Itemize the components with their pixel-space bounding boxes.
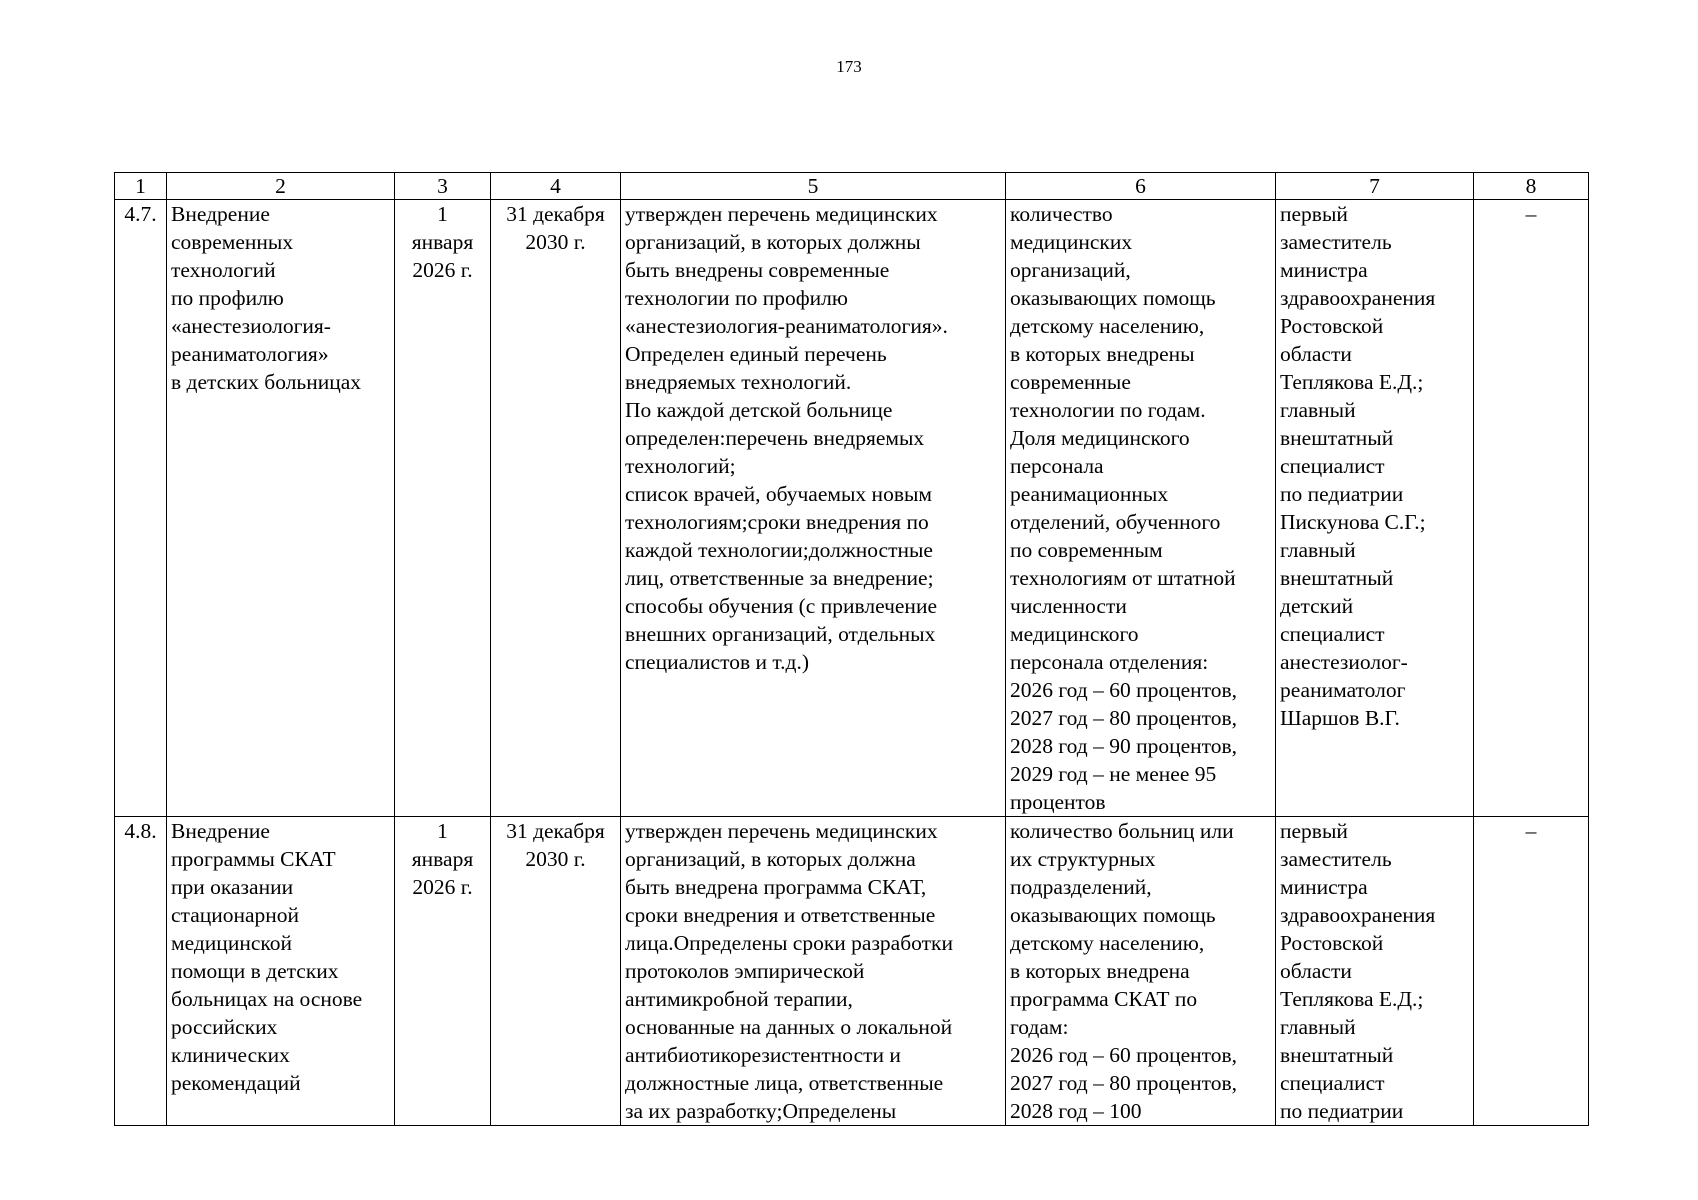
cell-text-line: организаций, в которых должны xyxy=(625,230,921,254)
header-cell: 5 xyxy=(621,173,1006,200)
result-cell xyxy=(621,200,1006,817)
cell-text-line: стационарной xyxy=(171,903,300,927)
cell-text-line: протоколов эмпирической xyxy=(625,959,865,983)
cell-text-line: российских xyxy=(171,1015,278,1039)
cell-text-line: организаций, xyxy=(1010,258,1131,282)
cell-text-line: помощи в детских xyxy=(171,959,339,983)
cell-text-line: современных xyxy=(171,230,294,254)
cell-text-line: января xyxy=(411,847,474,871)
cell-text-line: специалистов и т.д.) xyxy=(625,650,810,674)
cell-text-line: 2027 год – 80 процентов, xyxy=(1010,1071,1238,1095)
cell-text-line: главный xyxy=(1280,538,1356,562)
cell-text-line: способы обучения (с привлечение xyxy=(625,594,937,618)
cell-text-line: специалист xyxy=(1280,622,1385,646)
cell-text-line: 2030 г. xyxy=(525,847,586,871)
cell-text-line: быть внедрены современные xyxy=(625,258,890,282)
header-cell: 7 xyxy=(1276,173,1474,200)
cell-text-line: по педиатрии xyxy=(1280,482,1404,506)
cell-text-line: количество xyxy=(1010,202,1113,226)
cell-text-line: внедряемых технологий. xyxy=(625,370,852,394)
cell-text-line: главный xyxy=(1280,1015,1356,1039)
cell-text-line: области xyxy=(1280,342,1352,366)
cell-text-line: По каждой детской больнице xyxy=(625,398,893,422)
cell-text-line: первый xyxy=(1280,819,1348,843)
cell-text-line: Шаршов В.Г. xyxy=(1280,706,1400,730)
cell-text-line: определен:перечень внедряемых xyxy=(625,426,925,450)
cell-text-line: персонала отделения: xyxy=(1010,650,1209,674)
cell-text-line: здравоохранения xyxy=(1280,286,1436,310)
end-date-cell xyxy=(491,817,621,1126)
cell-text-line: 2029 год – не менее 95 xyxy=(1010,762,1217,786)
cell-text-line: медицинского xyxy=(1010,622,1139,646)
start-date-cell xyxy=(395,817,491,1126)
cell-text-line: утвержден перечень медицинских xyxy=(625,819,938,843)
cell-text-line: 1 xyxy=(437,202,448,226)
cell-text-line: анестезиолог- xyxy=(1280,650,1408,674)
indicator-cell xyxy=(1006,817,1276,1126)
cell-text-line: по профилю xyxy=(171,286,284,310)
cell-text-line: сроки внедрения и ответственные xyxy=(625,903,936,927)
cell-text-line: в которых внедрена xyxy=(1010,959,1190,983)
item-number: 4.8. xyxy=(115,817,167,1126)
table-row xyxy=(115,817,1589,1126)
indicator-cell xyxy=(1006,200,1276,817)
cell-text-line: медицинской xyxy=(171,931,292,955)
cell-text-line: 31 декабря xyxy=(506,819,605,843)
cell-text-line: их структурных xyxy=(1010,847,1156,871)
cell-text-line: технологий xyxy=(171,258,276,282)
cell-text-line: Пискунова С.Г.; xyxy=(1280,510,1426,534)
cell-text-line: реаниматология» xyxy=(171,342,329,366)
cell-text-line: «анестезиология- xyxy=(171,314,331,338)
cell-text-line: «анестезиология-реаниматология». xyxy=(625,314,948,338)
cell-text-line: оказывающих помощь xyxy=(1010,903,1216,927)
cell-text-line: Теплякова Е.Д.; xyxy=(1280,987,1424,1011)
cell-text-line: здравоохранения xyxy=(1280,903,1436,927)
cell-text-line: Доля медицинского xyxy=(1010,426,1190,450)
header-cell: 3 xyxy=(395,173,491,200)
cell-text-line: января xyxy=(411,230,474,254)
cell-text-line: 2027 год – 80 процентов, xyxy=(1010,706,1238,730)
cell-text-line: Теплякова Е.Д.; xyxy=(1280,370,1424,394)
header-cell: 6 xyxy=(1006,173,1276,200)
cell-text-line: 1 xyxy=(437,819,448,843)
cell-text-line: количество больниц или xyxy=(1010,819,1234,843)
cell-text-line: 2028 год – 100 xyxy=(1010,1099,1142,1123)
cell-text-line: лиц, ответственные за внедрение; xyxy=(625,566,934,590)
cell-text-line: отделений, обученного xyxy=(1010,510,1221,534)
item-number: 4.7. xyxy=(115,200,167,817)
cell-text-line: 2026 год – 60 процентов, xyxy=(1010,1043,1238,1067)
cell-text-line: подразделений, xyxy=(1010,875,1152,899)
cell-text-line: Внедрение xyxy=(171,819,270,843)
plan-table xyxy=(114,172,1589,1126)
cell-text-line: больницах на основе xyxy=(171,987,363,1011)
header-cell: 4 xyxy=(491,173,621,200)
responsible-cell xyxy=(1276,817,1474,1126)
cell-text-line: технологии по годам. xyxy=(1010,398,1206,422)
cell-text-line: программы СКАТ xyxy=(171,847,336,871)
cell-text-line: антимикробной терапии, xyxy=(625,987,853,1011)
cell-text-line: специалист xyxy=(1280,454,1385,478)
measure-name-cell xyxy=(167,817,395,1126)
cell-text-line: современные xyxy=(1010,370,1131,394)
col8-cell: – xyxy=(1474,817,1589,1126)
cell-text-line: детскому населению, xyxy=(1010,314,1205,338)
cell-text-line: заместитель xyxy=(1280,230,1392,254)
cell-text-line: список врачей, обучаемых новым xyxy=(625,482,933,506)
end-date-cell xyxy=(491,200,621,817)
cell-text-line: за их разработку;Определены xyxy=(625,1099,897,1123)
cell-text-line: детский xyxy=(1280,594,1354,618)
cell-text-line: при оказании xyxy=(171,875,294,899)
cell-text-line: 2030 г. xyxy=(525,230,586,254)
cell-text-line: Определен единый перечень xyxy=(625,342,887,366)
cell-text-line: утвержден перечень медицинских xyxy=(625,202,938,226)
cell-text-line: основанные на данных о локальной xyxy=(625,1015,953,1039)
cell-text-line: технологий; xyxy=(625,454,736,478)
cell-text-line: специалист xyxy=(1280,1071,1385,1095)
cell-text-line: технологиям;сроки внедрения по xyxy=(625,510,929,534)
cell-text-line: 31 декабря xyxy=(506,202,605,226)
responsible-cell xyxy=(1276,200,1474,817)
cell-text-line: технологиям от штатной xyxy=(1010,566,1236,590)
cell-text-line: 2026 г. xyxy=(412,258,473,282)
header-cell: 1 xyxy=(115,173,167,200)
cell-text-line: каждой технологии;должностные xyxy=(625,538,933,562)
col8-cell: – xyxy=(1474,200,1589,817)
cell-text-line: рекомендаций xyxy=(171,1071,301,1095)
cell-text-line: медицинских xyxy=(1010,230,1133,254)
cell-text-line: в которых внедрены xyxy=(1010,342,1195,366)
cell-text-line: 2026 г. xyxy=(412,875,473,899)
result-cell xyxy=(621,817,1006,1126)
measure-name-cell xyxy=(167,200,395,817)
cell-text-line: персонала xyxy=(1010,454,1104,478)
cell-text-line: должностные лица, ответственные xyxy=(625,1071,944,1095)
cell-text-line: внештатный xyxy=(1280,426,1394,450)
cell-text-line: заместитель xyxy=(1280,847,1392,871)
cell-text-line: клинических xyxy=(171,1043,290,1067)
cell-text-line: оказывающих помощь xyxy=(1010,286,1216,310)
cell-text-line: реанимационных xyxy=(1010,482,1169,506)
cell-text-line: численности xyxy=(1010,594,1127,618)
cell-text-line: быть внедрена программа СКАТ, xyxy=(625,875,927,899)
start-date-cell xyxy=(395,200,491,817)
cell-text-line: в детских больницах xyxy=(171,370,362,394)
header-cell: 2 xyxy=(167,173,395,200)
header-cell: 8 xyxy=(1474,173,1589,200)
table-header-row xyxy=(115,173,1589,200)
cell-text-line: 2026 год – 60 процентов, xyxy=(1010,678,1238,702)
cell-text-line: главный xyxy=(1280,398,1356,422)
cell-text-line: Ростовской xyxy=(1280,314,1384,338)
cell-text-line: лица.Определены сроки разработки xyxy=(625,931,953,955)
cell-text-line: Ростовской xyxy=(1280,931,1384,955)
cell-text-line: годам: xyxy=(1010,1015,1069,1039)
cell-text-line: по педиатрии xyxy=(1280,1099,1404,1123)
cell-text-line: антибиотикорезистентности и xyxy=(625,1043,901,1067)
cell-text-line: министра xyxy=(1280,258,1368,282)
cell-text-line: внештатный xyxy=(1280,566,1394,590)
cell-text-line: реаниматолог xyxy=(1280,678,1406,702)
cell-text-line: программа СКАТ по xyxy=(1010,987,1198,1011)
cell-text-line: 2028 год – 90 процентов, xyxy=(1010,734,1238,758)
cell-text-line: организаций, в которых должна xyxy=(625,847,916,871)
cell-text-line: внештатный xyxy=(1280,1043,1394,1067)
cell-text-line: министра xyxy=(1280,875,1368,899)
cell-text-line: процентов xyxy=(1010,790,1106,814)
cell-text-line: по современным xyxy=(1010,538,1163,562)
cell-text-line: Внедрение xyxy=(171,202,270,226)
cell-text-line: области xyxy=(1280,959,1352,983)
cell-text-line: первый xyxy=(1280,202,1348,226)
cell-text-line: технологии по профилю xyxy=(625,286,848,310)
cell-text-line: внешних организаций, отдельных xyxy=(625,622,936,646)
cell-text-line: детскому населению, xyxy=(1010,931,1205,955)
table-row xyxy=(115,200,1589,817)
page-number: 173 xyxy=(836,57,862,76)
